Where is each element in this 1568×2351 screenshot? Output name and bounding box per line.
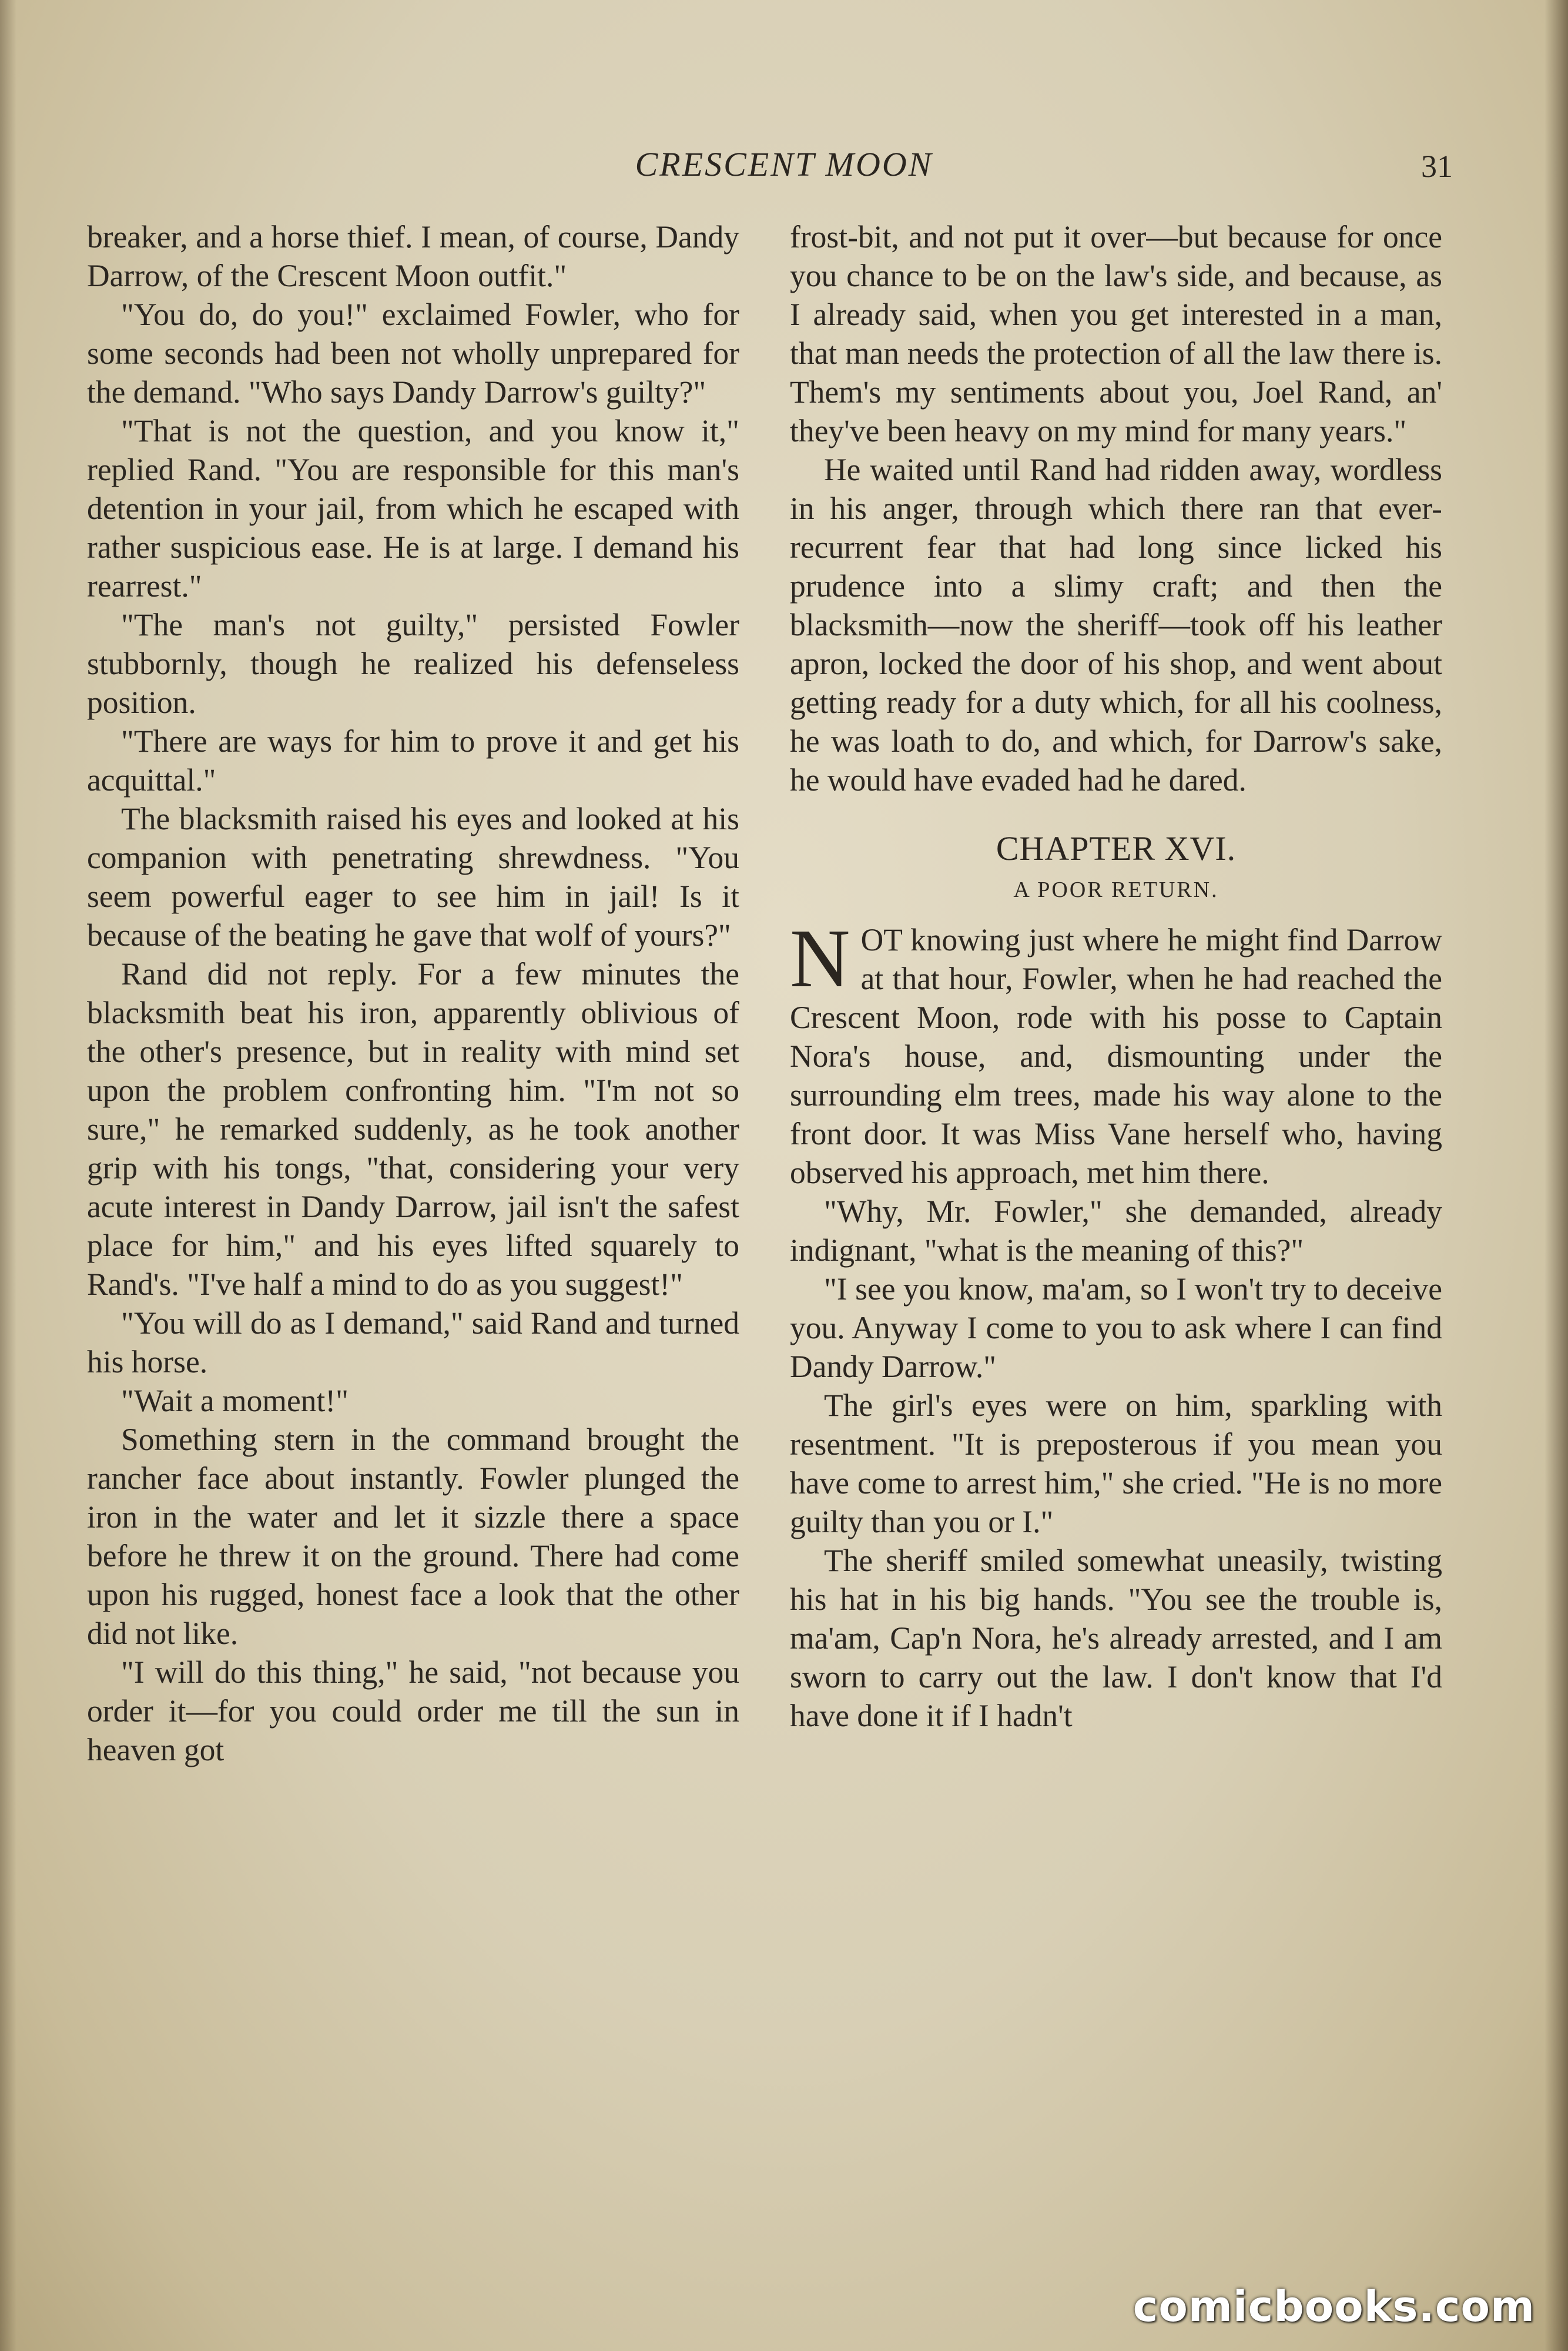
page-edge-shadow-right bbox=[1544, 0, 1568, 2351]
paragraph: "Wait a moment!" bbox=[121, 1383, 349, 1418]
page-number: 31 bbox=[1421, 149, 1453, 184]
running-header bbox=[0, 145, 1568, 192]
paragraph: "I will do this thing," he said, "not because you order it—for you could order me till the sun in heaven got bbox=[87, 1655, 739, 1767]
right-column bbox=[790, 217, 1442, 1735]
paragraph: Something stern in the command brought the rancher face about instantly. Fowler plunged the iron in the water and let it sizzle there a space before he threw it on the ground. There had come upon his rugged, honest face a look that the other did not like. bbox=[87, 1422, 739, 1651]
paragraph: The blacksmith raised his eyes and looked at his companion with penetrating shrewdness. "You seem powerful eager to see him in jail! Is it because of the beating he gave that wolf of yours?" bbox=[87, 801, 739, 953]
paragraph: The girl's eyes were on him, sparkling with resentment. "It is preposterous if you mean you have come to arrest him," she cried. "He is no more guilty than you or I." bbox=[790, 1388, 1442, 1539]
paragraph: "You do, do you!" exclaimed Fowler, who for some seconds had been not wholly unprepared for the demand. "Who says Dandy Darrow's guilty?" bbox=[87, 297, 739, 410]
paragraph: "Why, Mr. Fowler," she demanded, already indignant, "what is the meaning of this?" bbox=[790, 1194, 1442, 1268]
paragraph: breaker, and a horse thief. I mean, of course, Dandy Darrow, of the Crescent Moon outfit." bbox=[87, 219, 739, 293]
paragraph: "There are ways for him to prove it and get his acquittal." bbox=[87, 724, 739, 798]
paragraph: Rand did not reply. For a few minutes the blacksmith beat his iron, apparently oblivious of the other's presence, but in reality with mind set upon the problem confronting him. "I'm not so sure," he remarked suddenly, as he took another grip with his tongs, "that, considering your very acute interest in Dandy Darrow, jail isn't the safest place for him," and his eyes lifted squarely to Rand's. "I've half a mind to do as you suggest!" bbox=[87, 956, 739, 1302]
page-edge-shadow-left bbox=[0, 0, 16, 2351]
paragraph: He waited until Rand had ridden away, wordless in his anger, through which there ran that ever-recurrent fear that had long since licked his prudence into a slimy craft; and then the blacksmith—now the sheriff—took off his leather apron, locked the door of his shop, and went about getting ready for a duty which, for all his coolness, he was loath to do, and which, for Darrow's sake, he would have evaded had he dared. bbox=[790, 452, 1442, 798]
chapter-opening-paragraph bbox=[790, 912, 1442, 1192]
chapter-heading: CHAPTER XVI. bbox=[996, 829, 1237, 868]
left-column bbox=[87, 217, 739, 1769]
running-title: CRESCENT MOON bbox=[635, 145, 933, 183]
paragraph: The sheriff smiled somewhat uneasily, twisting his hat in his big hands. "You see the trouble is, ma'am, Cap'n Nora, he's already arrested, and I am sworn to carry out the law. I don't know that I'd have done it if I hadn't bbox=[790, 1543, 1442, 1733]
paragraph: frost-bit, and not put it over—but because for once you chance to be on the law's side, and because, as I already said, when you get interested in a man, that man needs the protection of all the law there is. Them's my sentiments about you, Joel Rand, an' they've been heavy on my mind for many years." bbox=[790, 219, 1442, 448]
drop-cap: N bbox=[790, 912, 850, 1004]
paragraph: "That is not the question, and you know it," replied Rand. "You are responsible for this man's detention in your jail, from which he escaped with rather suspicious ease. He is at large. I demand his rearrest." bbox=[87, 413, 739, 604]
opening-text: OT knowing just where he might find Darrow at that hour, Fowler, when he had reached the Crescent Moon, rode with his posse to Captain Nora's house, and, dismounting under the surrounding elm trees, made his way alone to the front door. It was Miss Vane herself who, having observed his approach, met him there. bbox=[790, 922, 1442, 1190]
paragraph: "The man's not guilty," persisted Fowler stubbornly, though he realized his defenseless position. bbox=[87, 607, 739, 720]
chapter-subtitle: A POOR RETURN. bbox=[1013, 878, 1219, 902]
paragraph: "You will do as I demand," said Rand and turned his horse. bbox=[87, 1305, 739, 1379]
watermark: comicbooks.com bbox=[1133, 2282, 1535, 2331]
paragraph: "I see you know, ma'am, so I won't try to deceive you. Anyway I come to you to ask where I can find Dandy Darrow." bbox=[790, 1271, 1442, 1384]
